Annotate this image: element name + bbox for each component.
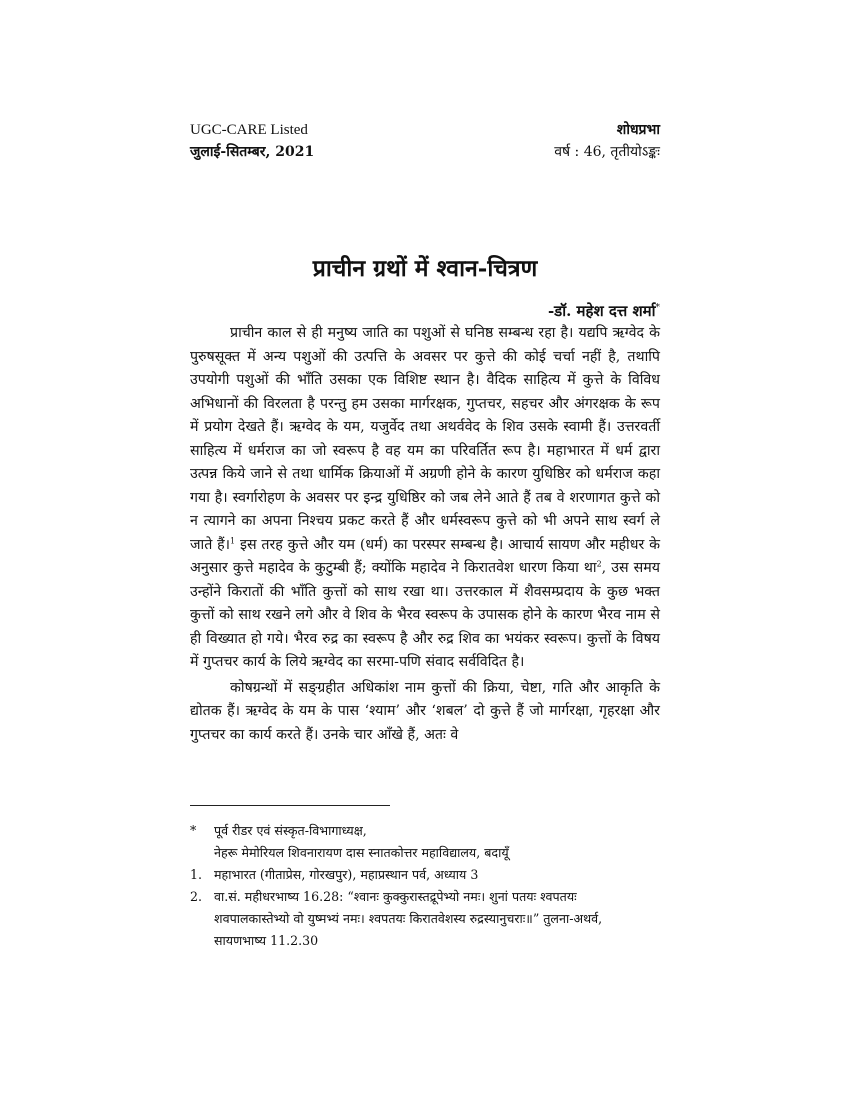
footnote-separator	[190, 805, 390, 806]
footnotes	[190, 820, 660, 952]
article-body	[190, 322, 660, 747]
footnote-ref-2: 2	[596, 559, 602, 569]
author-name: -डॉ. महेश दत्त शर्मा	[547, 302, 656, 320]
volume-issue: वर्ष : 46, तृतीयोऽङ्कः	[554, 144, 660, 160]
footnote-mark: 2.	[190, 889, 203, 904]
ugc-care-label: UGC-CARE Listed	[190, 122, 308, 138]
paragraph-1	[190, 322, 660, 675]
paragraph-1-part-c: , उस समय उन्होंने किरातों की भाँति कुत्तों को साथ रखा था। उत्तरकाल में शैवसम्प्रदाय के कुछ भक्त कुत्तों को साथ रखने लगे और वे शिव के भैरव स्वरूप के उपासक होने के कारण भैरव नाम से ही विख्यात हो गये। भैरव रुद्र का स्वरूप है और रुद्र शिव का भयंकर स्वरूप। कुत्तों के विषय में गुप्तचर कार्य के लिये ऋग्वेद का सरमा-पणि संवाद सर्वविदित है।	[190, 560, 660, 670]
footnote-line: नेहरू मेमोरियल शिवनारायण दास स्नातकोत्तर महाविद्यालय, बदायूँ	[214, 845, 509, 860]
footnote-line: महाभारत (गीताप्रेस, गोरखपुर), महाप्रस्थान पर्व, अध्याय 3	[214, 867, 479, 882]
footnote-mark: *	[190, 823, 197, 838]
author-line	[548, 296, 660, 323]
footnote-author	[190, 820, 660, 864]
journal-name: शोधप्रभा	[616, 122, 660, 138]
journal-header-right	[360, 119, 660, 163]
footnote-mark: 1.	[190, 867, 203, 882]
footnote-line: सायणभाष्य 11.2.30	[214, 933, 319, 948]
paragraph-1-part-b: इस तरह कुत्ते और यम (धर्म) का परस्पर सम्बन्ध है। आचार्य सायण और महीधर के अनुसार कुत्ते महादेव के कुटुम्बी हैं; क्योंकि महादेव ने किरातवेश धारण किया था	[190, 536, 660, 576]
footnote-ref-1: 1	[230, 535, 236, 545]
author-footnote-mark: *	[655, 303, 660, 313]
footnote-line: वा.सं. महीधरभाष्य 16.28: “श्वानः कुक्कुरास्तद्रूपेभ्यो नमः। शुनां पतयः श्वपतयः	[214, 889, 577, 904]
footnote-2	[190, 886, 660, 952]
issue-period: जुलाई-सितम्बर, 2021	[190, 144, 315, 160]
footnote-line: पूर्व रीडर एवं संस्कृत-विभागाध्यक्ष,	[214, 823, 367, 838]
footnote-1	[190, 864, 660, 886]
paragraph-2: कोषग्रन्थों में सङ्ग्रहीत अधिकांश नाम कुत्तों की क्रिया, चेष्टा, गति और आकृति के द्योतक हैं। ऋग्वेद के यम के पास ‘श्याम’ और ‘शबल’ दो कुत्ते हैं जो मार्गरक्षा, गृहरक्षा और गुप्तचर का कार्य करते हैं। उनके चार आँखे हैं, अतः वे	[190, 679, 660, 743]
article-title: प्राचीन ग्रथों में श्वान-चित्रण	[312, 255, 538, 282]
paragraph-1-part-a: प्राचीन काल से ही मनुष्य जाति का पशुओं से घनिष्ठ सम्बन्ध रहा है। यद्यपि ऋग्वेद के पुरुषसूक्त में अन्य पशुओं की उत्पत्ति के अवसर पर कुत्ते की कोई चर्चा नहीं है, तथापि उपयोगी पशुओं की भाँति उसका एक विशिष्ट स्थान है। वैदिक साहित्य में कुत्ते के विविध अभिधानों की विरलता है परन्तु हम उसका मार्गरक्षक, गुप्तचर, सहचर और अंगरक्षक के रूप में प्रयोग देखते हैं। ऋग्वेद के यम, यजुर्वेद तथा अथर्ववेद के शिव उसके स्वामी हैं। उत्तरवर्ती साहित्य में धर्मराज का जो स्वरूप है वह यम का परिवर्तित रूप है। महाभारत में धर्म द्वारा उत्पन्न किये जाने से तथा धार्मिक क्रियाओं में अग्रणी होने के कारण युधिष्ठिर को धर्मराज कहा गया है। स्वर्गारोहण के अवसर पर इन्द्र युधिष्ठिर को जब लेने आते हैं तब वे शरणागत कुत्ते को न त्यागने का अपना निश्चय प्रकट करते हैं और धर्मस्वरूप कुत्ते को भी अपने साथ स्वर्ग ले जाते हैं।	[190, 325, 660, 553]
footnote-line: शवपालकास्तेभ्यो वो युष्मभ्यं नमः। श्वपतयः किरातवेशस्य रुद्रस्यानुचराः॥” तुलना-अथर्व,	[214, 911, 603, 926]
